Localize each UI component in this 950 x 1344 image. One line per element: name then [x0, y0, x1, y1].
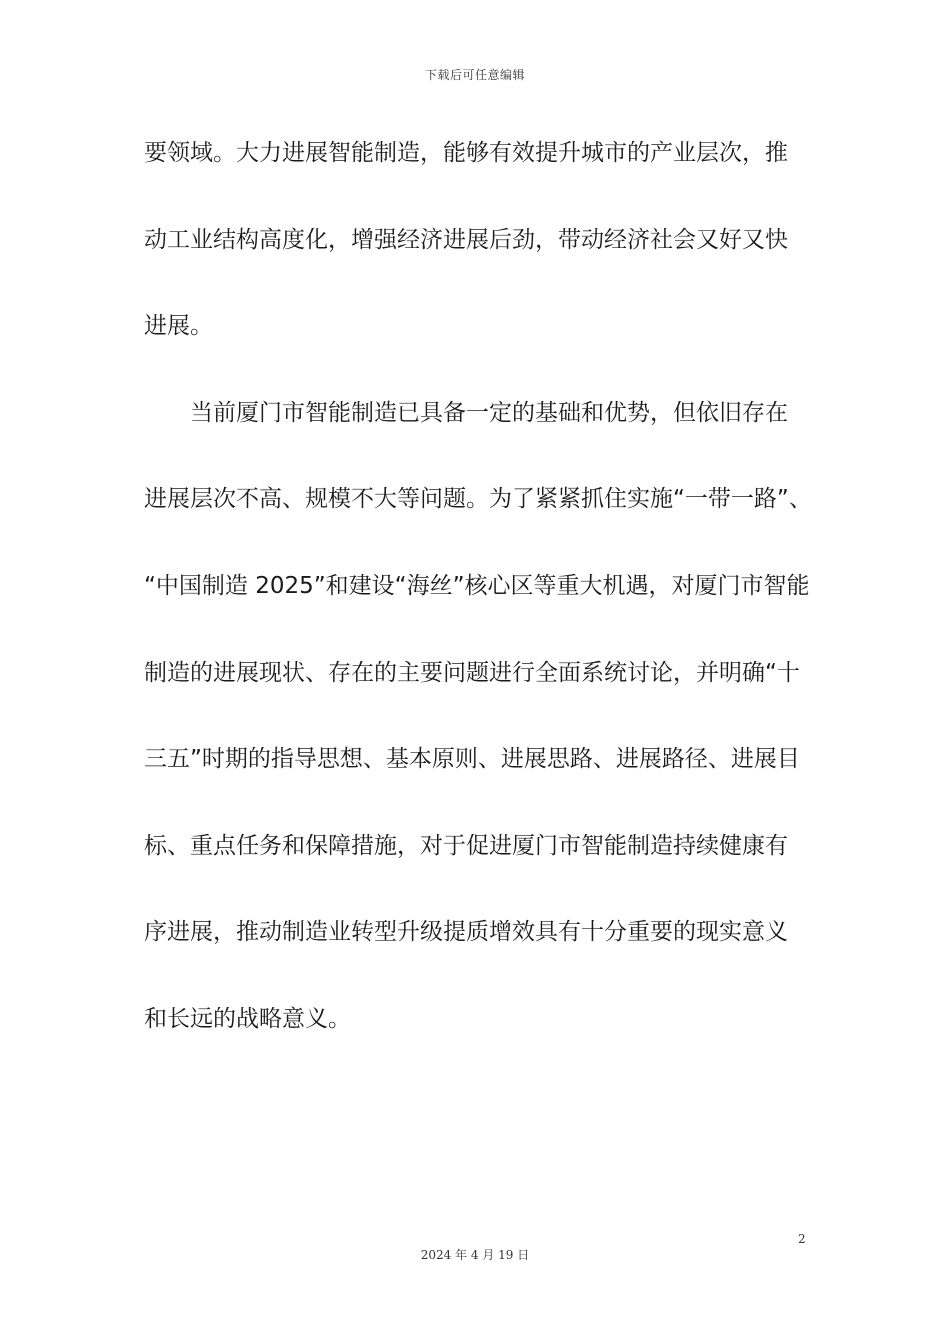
body-line-4: 当前厦门市智能制造已具备一定的基础和优势，但依旧存在	[190, 399, 788, 426]
page-header: 下载后可任意编辑	[424, 68, 525, 82]
body-line-7: 制造的进展现状、存在的主要问题进行全面系统讨论，并明确“十	[144, 659, 800, 686]
body-line-1: 要领域。大力进展智能制造，能够有效提升城市的产业层次，推	[144, 140, 788, 166]
body-line-5: 进展层次不高、规模不大等问题。为了紧紧抓住实施“一带一路”、	[144, 486, 812, 513]
body-line-3: 进展。	[144, 313, 213, 340]
footer-date: 2024 年 4 月 19 日	[420, 1248, 530, 1262]
body-line-9: 标、重点任务和保障措施，对于促进厦门市智能制造持续健康有	[144, 832, 788, 859]
body-line-11: 和长远的战略意义。	[144, 1005, 351, 1032]
page-number: 2	[798, 1232, 806, 1246]
body-line-10: 序进展，推动制造业转型升级提质增效具有十分重要的现实意义	[144, 919, 788, 946]
document-body	[144, 128, 812, 1081]
body-line-6: “中国制造 2025”和建设“海丝”核心区等重大机遇，对厦门市智能	[144, 572, 810, 599]
body-line-8: 三五”时期的指导思想、基本原则、进展思路、进展路径、进展目	[144, 746, 800, 773]
body-line-2: 动工业结构高度化，增强经济进展后劲，带动经济社会又好又快	[144, 226, 788, 253]
